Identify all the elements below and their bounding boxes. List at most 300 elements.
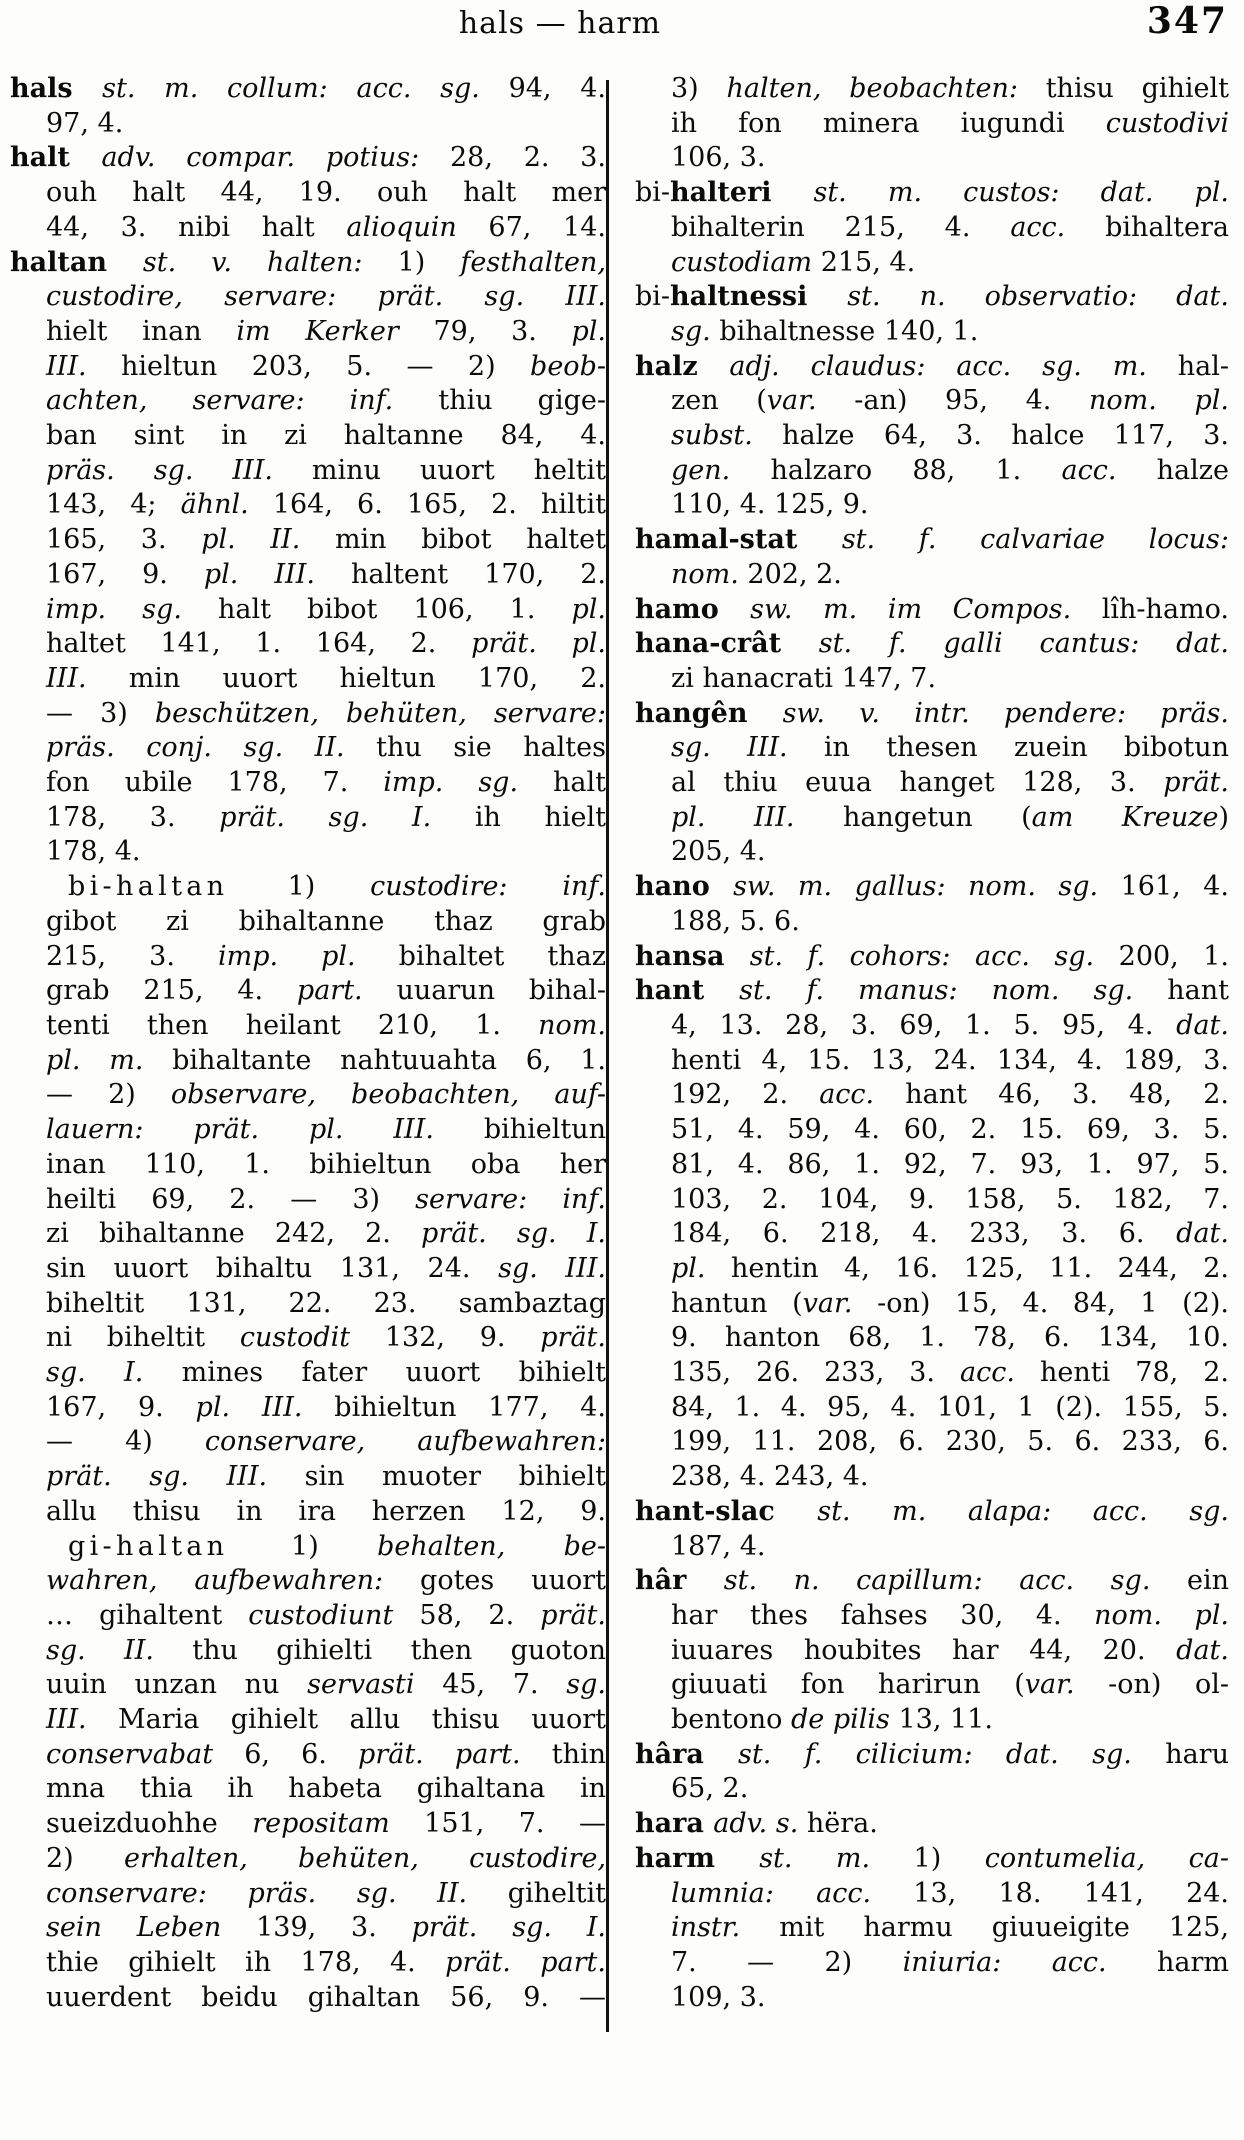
text-segment: 7. — 2) xyxy=(671,1946,903,1978)
text-line xyxy=(635,1703,1229,1738)
text-segment: 215, 4. xyxy=(820,246,916,278)
text-segment: 45, 7. xyxy=(442,1669,567,1701)
text-segment: uuarun bihal- xyxy=(396,975,606,1007)
text-segment: … gihaltent xyxy=(46,1599,249,1631)
text-line xyxy=(10,801,606,836)
text-line xyxy=(10,454,606,489)
headword: hansa xyxy=(635,940,750,972)
text-segment: 9. hanton 68, 1. 78, 6. 134, 10. xyxy=(671,1322,1229,1354)
text-line xyxy=(10,766,606,801)
text-line xyxy=(10,1877,606,1912)
text-segment: lauern: prät. pl. III. xyxy=(46,1114,484,1146)
text-segment: festhalten, xyxy=(460,246,607,278)
text-segment: bi- xyxy=(635,177,671,209)
text-segment: ih hielt xyxy=(474,801,606,833)
text-line xyxy=(10,107,606,142)
text-line xyxy=(10,419,606,454)
text-segment: prät. part. xyxy=(358,1738,552,1770)
text-line xyxy=(635,905,1229,940)
text-segment: 110, 4. 125, 9. xyxy=(671,489,869,521)
headword: haltnessi xyxy=(670,281,848,313)
text-line xyxy=(10,1634,606,1669)
text-line xyxy=(10,1772,606,1807)
text-segment: beschützen, behüten, servare: xyxy=(154,697,606,729)
text-segment: prät. xyxy=(540,1322,606,1354)
text-line xyxy=(635,1772,1229,1807)
text-segment: — 4) xyxy=(46,1426,205,1458)
text-segment: contumelia, ca- xyxy=(984,1842,1230,1874)
headword: halz xyxy=(635,350,730,382)
text-line xyxy=(635,1148,1229,1183)
text-segment: hentin 4, 16. 125, 11. 244, 2. xyxy=(730,1252,1229,1284)
text-segment: hantun ( xyxy=(671,1287,803,1319)
text-segment: halze xyxy=(1156,454,1229,486)
text-segment: sueizduohhe xyxy=(46,1808,253,1840)
page-header xyxy=(0,0,1244,72)
text-line xyxy=(635,1877,1229,1912)
text-segment: custodit xyxy=(239,1322,385,1354)
text-segment: prät. sg. III. xyxy=(46,1461,305,1493)
text-segment: hieltun 203, 5. — 2) xyxy=(121,350,531,382)
text-segment: 94, 4. xyxy=(508,73,606,104)
text-segment: 215, 3. xyxy=(46,940,218,972)
text-line xyxy=(635,280,1229,315)
text-segment: 28, 2. 3. xyxy=(450,142,606,174)
text-segment: adv. compar. potius: xyxy=(101,142,450,174)
text-line xyxy=(635,766,1229,801)
text-line xyxy=(635,558,1229,593)
text-segment: III. xyxy=(46,662,129,694)
text-segment: lîh-hamo. xyxy=(1101,593,1230,625)
text-segment: -on) ol- xyxy=(1108,1669,1229,1701)
text-segment: hielt inan xyxy=(46,315,237,347)
text-segment: sg. III. xyxy=(498,1252,606,1284)
text-segment: präs. conj. sg. II. xyxy=(46,732,377,764)
text-line xyxy=(635,1321,1229,1356)
text-segment: st. f. manus: nom. sg. xyxy=(739,975,1168,1007)
text-segment: -an) 95, 4. xyxy=(854,385,1090,417)
text-segment: gotes uuort xyxy=(420,1565,606,1597)
text-segment: zen ( xyxy=(671,385,767,417)
text-line xyxy=(635,384,1229,419)
text-line xyxy=(10,1599,606,1634)
text-segment: mit harmu giuueigite 125, xyxy=(779,1912,1229,1944)
text-segment: pl. xyxy=(571,593,606,625)
text-segment: var. xyxy=(1024,1669,1109,1701)
text-segment: henti 78, 2. xyxy=(1040,1357,1229,1389)
text-segment: ban sint in zi haltanne 84, 4. xyxy=(46,420,606,452)
text-segment: part. xyxy=(296,975,397,1007)
text-line xyxy=(10,1495,606,1530)
text-segment: sw. m. gallus: nom. sg. xyxy=(733,871,1121,903)
text-segment: prät. sg. I. xyxy=(219,801,475,833)
text-segment: adj. claudus: acc. sg. m. xyxy=(729,350,1178,382)
text-segment: bihalterin 215, 4. xyxy=(671,211,1011,243)
text-segment: 106, 3. xyxy=(671,142,766,174)
headword: hant xyxy=(635,975,740,1007)
text-line xyxy=(10,211,606,246)
text-segment: alioquin xyxy=(346,211,489,243)
text-line xyxy=(10,1391,606,1426)
text-segment: conservabat xyxy=(46,1738,245,1770)
text-segment: thu sie haltes xyxy=(376,732,606,764)
text-segment: pl. III. xyxy=(195,1391,335,1423)
text-segment: 161, 4. xyxy=(1120,871,1229,903)
text-line xyxy=(635,627,1229,662)
text-segment: haltent 170, 2. xyxy=(350,558,607,590)
text-segment: sg. II. xyxy=(46,1634,193,1666)
text-line xyxy=(10,593,606,628)
text-segment: III. xyxy=(46,1704,118,1736)
text-segment: bi-haltan xyxy=(68,871,288,903)
text-line xyxy=(10,558,606,593)
text-segment: 44, 3. nibi halt xyxy=(46,211,347,243)
text-segment: st. v. halten: xyxy=(142,246,398,278)
text-segment: prät. xyxy=(1163,767,1229,799)
text-segment: henti 4, 15. 13, 24. 134, 4. 189, 3. xyxy=(671,1044,1229,1076)
text-line xyxy=(635,454,1229,489)
text-segment: ) xyxy=(1218,801,1229,833)
text-line xyxy=(635,1078,1229,1113)
text-line xyxy=(635,1113,1229,1148)
text-segment: prät. sg. I. xyxy=(411,1912,606,1944)
text-line xyxy=(635,176,1229,211)
text-line xyxy=(10,1183,606,1218)
text-segment: achten, servare: inf. xyxy=(46,385,439,417)
text-segment: III. xyxy=(46,350,122,382)
headword: hamo xyxy=(635,593,751,625)
text-line xyxy=(635,1564,1229,1599)
text-segment: Maria gihielt allu thisu uuort xyxy=(117,1704,606,1736)
text-segment: 58, 2. xyxy=(419,1599,541,1631)
text-segment: minu uuort heltit xyxy=(311,454,606,486)
text-line xyxy=(10,974,606,1009)
text-segment: 188, 5. 6. xyxy=(671,905,800,937)
text-line xyxy=(10,1356,606,1391)
text-segment: 65, 2. xyxy=(671,1773,749,1805)
text-segment: var. xyxy=(766,385,855,417)
text-line xyxy=(635,246,1229,281)
text-segment: halt xyxy=(553,767,606,799)
text-segment: 1) xyxy=(287,871,371,903)
text-segment: pl. xyxy=(571,315,607,347)
text-segment: halt bibot 106, 1. xyxy=(218,593,572,625)
text-segment: dat. xyxy=(1176,1218,1229,1250)
text-line xyxy=(10,905,606,940)
text-line xyxy=(635,1495,1229,1530)
text-segment: st. m. xyxy=(759,1842,914,1874)
text-segment: 167, 9. xyxy=(46,558,204,590)
text-line xyxy=(10,1078,606,1113)
text-segment: 167, 9. xyxy=(46,1391,196,1423)
text-segment: 202, 2. xyxy=(747,558,842,590)
text-segment: sg. I. xyxy=(46,1357,182,1389)
text-segment: ähnl. xyxy=(180,489,273,521)
text-line xyxy=(635,1530,1229,1565)
text-segment: 3) xyxy=(671,73,727,104)
text-line xyxy=(10,1252,606,1287)
text-segment: bihaltera xyxy=(1105,211,1229,243)
text-segment: giuuati fon harirun ( xyxy=(671,1669,1025,1701)
text-line xyxy=(10,1287,606,1322)
text-segment: iuuares houbites har 44, 20. xyxy=(671,1634,1177,1666)
text-segment: sin muoter bihielt xyxy=(304,1461,606,1493)
right-column xyxy=(609,72,1229,2032)
text-segment: sin uuort bihaltu 131, 24. xyxy=(46,1252,499,1284)
text-segment: 205, 4. xyxy=(671,836,766,868)
text-segment: 103, 2. 104, 9. 158, 5. 182, 7. xyxy=(671,1183,1229,1215)
text-segment: 139, 3. xyxy=(256,1912,412,1944)
text-segment: thin xyxy=(551,1738,607,1770)
text-segment: custodiunt xyxy=(248,1599,420,1631)
text-segment: imp. sg. xyxy=(383,767,554,799)
text-segment: 184, 6. 218, 4. 233, 3. 6. xyxy=(671,1218,1177,1250)
text-line xyxy=(635,1738,1229,1773)
text-line xyxy=(10,627,606,662)
headword: hals xyxy=(10,73,103,104)
text-segment: pl. m. xyxy=(46,1044,173,1076)
text-segment: har thes fahses 30, 4. xyxy=(671,1599,1095,1631)
text-segment: 109, 3. xyxy=(671,1981,766,2013)
text-segment: subst. xyxy=(671,420,783,452)
text-line xyxy=(635,72,1229,107)
text-segment: hal- xyxy=(1177,350,1229,382)
text-segment: harm xyxy=(1157,1946,1229,1978)
text-segment: st. f. calvariae locus: xyxy=(841,524,1229,556)
text-segment: st. n. observatio: dat. xyxy=(847,281,1229,313)
text-line xyxy=(10,731,606,766)
text-segment: -on) 15, 4. 84, 1 (2). xyxy=(877,1287,1230,1319)
text-segment: 164, 6. 165, 2. hiltit xyxy=(272,489,606,521)
text-line xyxy=(10,1564,606,1599)
text-segment: biheltit 131, 22. 23. sambaztag xyxy=(46,1287,606,1319)
text-line xyxy=(635,1425,1229,1460)
text-segment: erhalten, behüten, custodire, xyxy=(123,1842,607,1874)
text-segment: wahren, aufbewahren: xyxy=(46,1565,421,1597)
text-segment: st. n. capillum: acc. sg. xyxy=(723,1565,1187,1597)
text-line xyxy=(635,1599,1229,1634)
text-segment: 97, 4. xyxy=(46,107,124,139)
text-segment: custodivi xyxy=(1105,107,1229,139)
text-segment: hant 46, 3. 48, 2. xyxy=(905,1079,1229,1111)
text-line xyxy=(635,211,1229,246)
text-line xyxy=(10,1946,606,1981)
text-line xyxy=(635,1842,1229,1877)
text-line xyxy=(635,1183,1229,1218)
text-line xyxy=(10,697,606,732)
text-segment: 79, 3. xyxy=(433,315,572,347)
text-segment: — 2) xyxy=(46,1079,171,1111)
text-segment: sw. v. intr. pendere: präs. xyxy=(782,697,1229,729)
text-segment: thie gihielt ih 178, 4. xyxy=(46,1946,446,1978)
text-line xyxy=(635,1807,1229,1842)
text-segment: acc. xyxy=(1010,211,1106,243)
text-segment: 51, 4. 59, 4. 60, 2. 15. 69, 3. 5. xyxy=(671,1114,1229,1146)
text-segment: 13, 11. xyxy=(898,1704,993,1736)
headword: hamal-stat xyxy=(635,524,842,556)
text-segment: sein Leben xyxy=(46,1912,257,1944)
text-segment: 143, 4; xyxy=(46,489,181,521)
text-segment: conservare, aufbewahren: xyxy=(204,1426,606,1458)
text-segment: nom. pl. xyxy=(1094,1599,1229,1631)
text-segment: dat. xyxy=(1176,1009,1229,1041)
text-segment: thiu gige- xyxy=(438,385,606,417)
text-segment: st. f. cohors: acc. sg. xyxy=(749,940,1119,972)
text-line xyxy=(635,870,1229,905)
text-segment: st. f. galli cantus: dat. xyxy=(818,628,1229,660)
text-line xyxy=(10,384,606,419)
text-line xyxy=(635,1981,1229,2016)
text-line xyxy=(635,1911,1229,1946)
text-segment: 178, 4. xyxy=(46,836,141,868)
text-segment: inan 110, 1. bihieltun oba her xyxy=(46,1148,606,1180)
text-segment: grab 215, 4. xyxy=(46,975,297,1007)
text-segment: sw. m. im Compos. xyxy=(750,593,1102,625)
text-segment: min bibot haltet xyxy=(334,524,606,556)
text-line xyxy=(635,141,1229,176)
text-segment: bi- xyxy=(635,281,671,313)
text-line xyxy=(635,523,1229,558)
text-segment: 178, 3. xyxy=(46,801,220,833)
text-segment: nom. pl. xyxy=(1089,385,1229,417)
text-segment: instr. xyxy=(671,1912,780,1944)
text-segment: halten, beobachten: xyxy=(726,73,1046,104)
text-segment: 135, 26. 233, 3. xyxy=(671,1357,961,1389)
text-line xyxy=(10,835,606,870)
text-segment: imp. pl. xyxy=(217,940,399,972)
text-segment: min uuort hieltun 170, 2. xyxy=(128,662,606,694)
text-line xyxy=(10,1321,606,1356)
text-line xyxy=(10,1738,606,1773)
text-segment: hangetun ( xyxy=(842,801,1032,833)
text-segment: bihaltnesse 140, 1. xyxy=(719,315,979,347)
text-line xyxy=(635,662,1229,697)
text-segment: zi hanacrati 147, 7. xyxy=(671,662,937,694)
text-segment: servasti xyxy=(307,1669,443,1701)
text-line xyxy=(635,731,1229,766)
text-segment: de pilis xyxy=(790,1704,899,1736)
text-segment: prät. sg. I. xyxy=(421,1218,606,1250)
text-segment: lumnia: acc. xyxy=(671,1877,914,1909)
text-segment: sg. III. xyxy=(671,732,824,764)
text-line xyxy=(635,801,1229,836)
text-segment: bentono xyxy=(671,1704,791,1736)
text-segment: im Kerker xyxy=(236,315,434,347)
text-line xyxy=(635,697,1229,732)
text-segment: imp. sg. xyxy=(46,593,218,625)
text-segment: dat. xyxy=(1176,1634,1229,1666)
text-segment: 151, 7. — xyxy=(424,1808,606,1840)
text-segment: halze 64, 3. halce 117, 3. xyxy=(782,420,1229,452)
text-segment: prät. part. xyxy=(445,1946,606,1978)
text-segment: var. xyxy=(802,1287,878,1319)
text-segment: 6, 6. xyxy=(244,1738,359,1770)
text-segment: haru xyxy=(1165,1738,1229,1770)
text-segment: behalten, be- xyxy=(377,1530,606,1562)
text-segment: sg. xyxy=(671,315,720,347)
text-segment: pl. xyxy=(671,1252,731,1284)
text-segment: 1) xyxy=(291,1530,378,1562)
text-body xyxy=(0,72,1244,2032)
text-segment: 200, 1. xyxy=(1118,940,1230,972)
text-segment: 199, 11. 208, 6. 230, 5. 6. 233, 6. xyxy=(671,1426,1229,1458)
text-line xyxy=(10,1217,606,1252)
text-line xyxy=(635,1287,1229,1322)
text-line xyxy=(10,1530,606,1565)
text-segment: observare, beobachten, auf- xyxy=(170,1079,606,1111)
text-segment: bihieltun xyxy=(483,1114,606,1146)
text-line xyxy=(10,662,606,697)
text-segment: 192, 2. xyxy=(671,1079,820,1111)
text-segment: hant xyxy=(1167,975,1229,1007)
text-segment: 238, 4. 243, 4. xyxy=(671,1461,869,1493)
text-segment: in thesen zuein bibotun xyxy=(823,732,1230,764)
text-line xyxy=(635,940,1229,975)
text-line xyxy=(635,315,1229,350)
text-segment: — 3) xyxy=(46,697,155,729)
text-line xyxy=(635,1391,1229,1426)
left-column xyxy=(10,72,606,2032)
text-segment: prät. xyxy=(540,1599,606,1631)
text-line xyxy=(10,1842,606,1877)
text-line xyxy=(10,1981,606,2016)
text-segment: beob- xyxy=(530,350,606,382)
headword: hant-slac xyxy=(635,1495,818,1527)
text-segment: custodire, servare: prät. sg. III. xyxy=(46,281,606,313)
text-line xyxy=(10,350,606,385)
text-segment: ouh halt 44, 19. ouh halt mer xyxy=(46,177,606,209)
text-segment: haltet 141, 1. 164, 2. xyxy=(46,628,472,660)
text-line xyxy=(10,940,606,975)
text-line xyxy=(10,176,606,211)
text-segment: zi bihaltanne 242, 2. xyxy=(46,1218,422,1250)
headword: haltan xyxy=(10,246,143,278)
text-segment: ein xyxy=(1186,1565,1229,1597)
text-line xyxy=(10,870,606,905)
text-line xyxy=(635,593,1229,628)
text-line xyxy=(635,1668,1229,1703)
text-segment: st. m. collum: acc. sg. xyxy=(102,73,509,104)
text-segment: al thiu euua hanget 128, 3. xyxy=(671,767,1164,799)
text-segment: pl. III. xyxy=(671,801,843,833)
text-line xyxy=(10,1460,606,1495)
text-segment: nom. xyxy=(671,558,748,590)
text-segment: mna thia ih habeta gihaltana in xyxy=(46,1773,606,1805)
text-segment: st. f. cilicium: dat. sg. xyxy=(738,1738,1166,1770)
text-segment: am Kreuze xyxy=(1031,801,1219,833)
text-line xyxy=(635,1634,1229,1669)
headword: hâr xyxy=(635,1565,724,1597)
text-line xyxy=(10,1425,606,1460)
text-segment: hëra. xyxy=(806,1808,878,1840)
text-line xyxy=(635,419,1229,454)
text-line xyxy=(10,1703,606,1738)
text-segment: sg. xyxy=(566,1669,606,1701)
text-segment: 67, 14. xyxy=(488,211,606,243)
text-segment: thisu gihielt xyxy=(1045,73,1230,104)
text-line xyxy=(635,1252,1229,1287)
page-number: 347 xyxy=(1146,0,1228,42)
text-segment: bihaltante nahtuuahta 6, 1. xyxy=(172,1044,606,1076)
text-segment: uuerdent beidu gihaltan 56, 9. — xyxy=(46,1981,606,2013)
headword: hangên xyxy=(635,697,783,729)
text-segment: halzaro 88, 1. xyxy=(770,454,1062,486)
text-segment: prät. pl. xyxy=(471,628,607,660)
text-line xyxy=(635,974,1229,1009)
text-segment: 81, 4. 86, 1. 92, 7. 93, 1. 97, 5. xyxy=(671,1148,1229,1180)
text-line xyxy=(10,1668,606,1703)
text-line xyxy=(635,350,1229,385)
